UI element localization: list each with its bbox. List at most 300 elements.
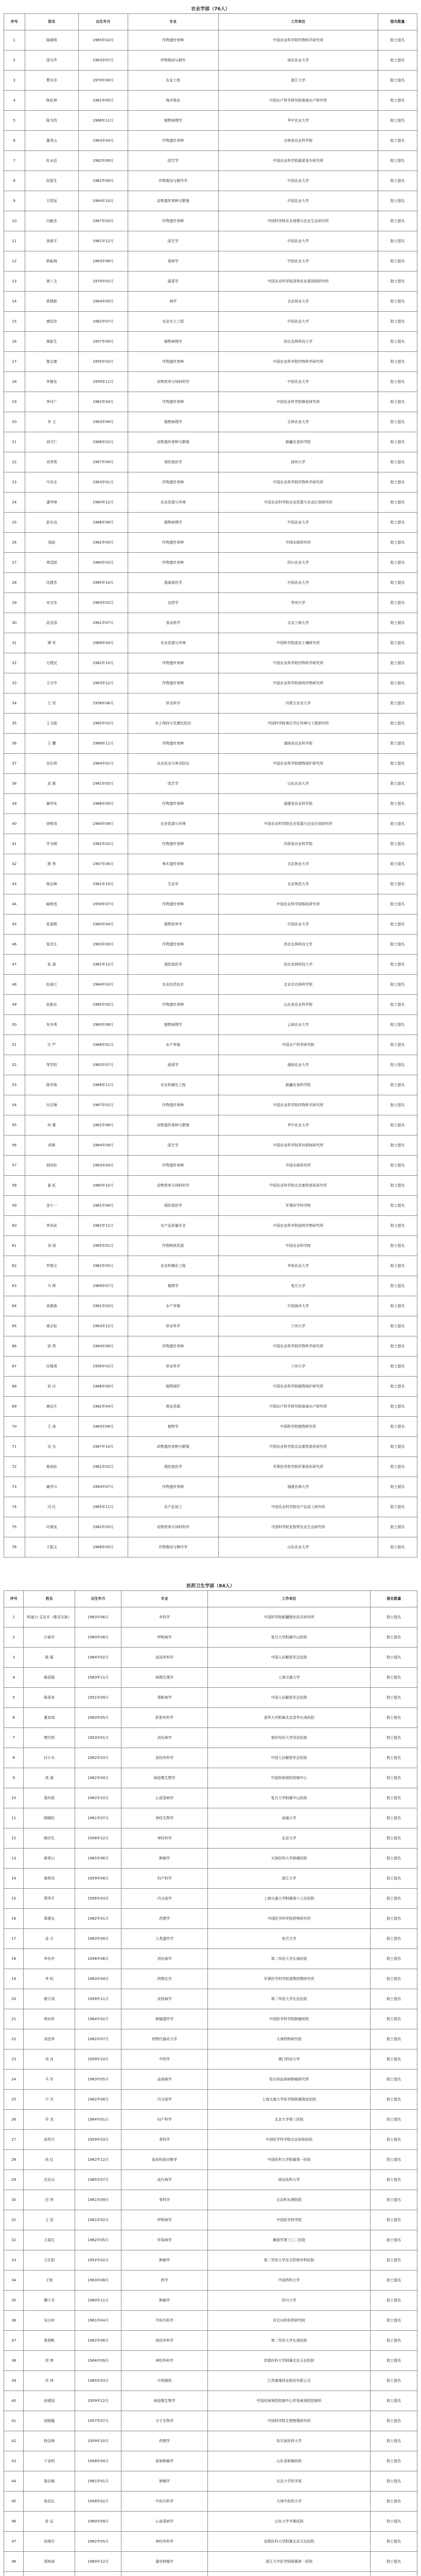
cell-nomination: 院士提名 [378, 30, 417, 50]
cell-unit: 中国农业科学院作物科学研究所 [218, 30, 378, 50]
cell-nomination: 院士提名 [378, 673, 417, 693]
cell-major: 植物营养学 [128, 914, 218, 935]
cell-nomination: 院士提名 [378, 1357, 417, 1377]
table-row [4, 1035, 417, 1055]
cell-index: 66 [4, 1336, 25, 1357]
cell-name: 闫 红 [25, 1497, 79, 1517]
cell-name: 宋宝安 [25, 593, 79, 613]
cell-name: 项 坤 [24, 2351, 75, 2371]
cell-name: 黄荷凤 [24, 1869, 75, 1889]
cell-index: 73 [4, 1477, 25, 1497]
cell-name: 冯献忠 [25, 211, 79, 231]
cell-nomination: 院士提名 [378, 91, 417, 111]
cell-major: 作物遗传育种 [128, 553, 218, 573]
cell-index: 52 [4, 1055, 25, 1075]
header-major: 专业 [128, 14, 218, 30]
cell-name: 顾晓松 [24, 1808, 75, 1828]
cell-birth: 1964年06月 [79, 1336, 128, 1357]
cell-birth: 1960年03月 [79, 553, 128, 573]
cell-nomination: 院士提名 [378, 1417, 417, 1437]
cell-birth: 1963年08月 [75, 2270, 121, 2291]
table-row [4, 633, 417, 653]
table-row [4, 1477, 417, 1497]
table-row [4, 1648, 417, 1668]
cell-index: 18 [4, 372, 25, 392]
cell-unit: 北京师范大学 [218, 874, 378, 894]
table-row [4, 1768, 417, 1788]
cell-name: 薛 勇 [25, 854, 79, 874]
cell-major: 内分泌学 [121, 2090, 207, 2110]
cell-nomination: 院士提名 [371, 2029, 417, 2049]
cell-index: 12 [4, 1828, 24, 1849]
cell-birth: 1958年11月 [75, 1989, 121, 2009]
cell-index: 48 [4, 975, 25, 995]
cell-birth: 1970年08月 [79, 71, 128, 91]
cell-major: 药理学 [121, 2431, 207, 2451]
cell-birth: 1966年09月 [79, 1377, 128, 1397]
table-row [4, 1156, 417, 1176]
table-row [4, 854, 417, 874]
cell-birth: 1963年04月 [75, 1969, 121, 1989]
cell-nomination: 院士提名 [371, 2512, 417, 2532]
cell-major: 草业科学 [128, 1357, 218, 1377]
cell-nomination: 院士提名 [378, 231, 417, 251]
cell-nomination: 院士提名 [378, 432, 417, 452]
cell-unit: 中国药科大学 [207, 2270, 371, 2291]
cell-major: 农产品加工 [128, 1497, 218, 1517]
cell-unit: 军事医学科学院 [218, 1196, 378, 1216]
cell-index: 34 [4, 693, 25, 714]
cell-major: 人类遗传学 [121, 1929, 207, 1949]
table-row [4, 1136, 417, 1156]
cell-nomination: 院士提名 [378, 613, 417, 633]
cell-birth: 1965年03月 [75, 2371, 121, 2391]
cell-unit: 山东农业大学 [218, 774, 378, 794]
cell-birth: 1966年05月 [79, 1537, 128, 1557]
cell-major: 动物营养与饲料科学 [128, 1176, 218, 1196]
table-row [4, 1788, 417, 1808]
cell-major: 外科学 [121, 1607, 207, 1628]
cell-unit: 中国农业大学 [218, 191, 378, 211]
cell-index: 58 [4, 1176, 25, 1196]
cell-major: 植物学 [128, 1276, 218, 1296]
cell-index: 46 [4, 2512, 24, 2532]
cell-index: 59 [4, 1196, 25, 1216]
cell-unit: 江苏康缘药业股份有限公司 [207, 2371, 371, 2391]
cell-nomination: 院士提名 [378, 774, 417, 794]
cell-nomination: 院士提名 [378, 1336, 417, 1357]
cell-name: 陈学庚 [25, 1075, 79, 1095]
cell-birth: 1959年10月 [75, 2431, 121, 2451]
cell-unit: 北京林业大学 [218, 854, 378, 874]
cell-unit: 中国农业科学院农产品加工研究所 [218, 1497, 378, 1517]
cell-major: 中药学 [121, 2049, 207, 2070]
cell-major: 病理生理学 [121, 1668, 207, 1688]
table-row [4, 1377, 417, 1397]
cell-nomination: 院士提名 [371, 1849, 417, 1869]
cell-unit: 中国水稻研究所 [218, 533, 378, 553]
cell-name: 邱贵兴 [24, 2130, 75, 2150]
cell-index: 29 [4, 593, 25, 613]
cell-index: 4 [4, 1668, 24, 1688]
cell-major: 林学 [128, 292, 218, 312]
table-row [4, 2311, 417, 2331]
cell-nomination: 院士提名 [371, 1869, 417, 1889]
cell-name: 张 涌 [25, 955, 79, 975]
cell-unit: 中国医科大学附属第一医院 [207, 2150, 371, 2170]
cell-unit: 军事医学科学院军事兽医研究所 [218, 1457, 378, 1477]
table-row [4, 292, 417, 312]
cell-birth: 1964年09月 [79, 1136, 128, 1156]
cell-name: 李付广 [25, 392, 79, 412]
cell-nomination: 院士提名 [371, 2451, 417, 2471]
cell-unit: 北京大学第三医院 [207, 2110, 371, 2130]
cell-unit: 中国农业大学 [218, 914, 378, 935]
cell-major: 园艺学 [128, 1136, 218, 1156]
cell-major: 临床检验诊断学 [121, 2150, 207, 2170]
cell-major: 动物遗传育种与繁殖 [128, 1437, 218, 1457]
cell-unit: 北京积水潭医院 [207, 2190, 371, 2210]
table-row [4, 1336, 417, 1357]
cell-name: 王锐 [24, 2270, 75, 2291]
cell-index: 22 [4, 2029, 24, 2049]
cell-name: 万建民 [25, 653, 79, 673]
cell-index: 65 [4, 1316, 25, 1336]
cell-unit: 天津药物研究院 [207, 2029, 371, 2049]
cell-unit: 中国农业科学院棉花研究所 [218, 392, 378, 412]
cell-major: 心血管病学 [121, 1788, 207, 1808]
cell-major: 农业信息技术 [128, 975, 218, 995]
header-nomination: 提名数量 [371, 1591, 417, 1607]
cell-nomination: 院士提名 [378, 1276, 417, 1296]
cell-nomination: 院士提名 [378, 111, 417, 131]
cell-unit: 首都医科大学附属北京天坛医院 [207, 2351, 371, 2371]
cell-nomination: 院士提名 [371, 2431, 417, 2451]
cell-nomination: 院士提名 [378, 955, 417, 975]
cell-name: 陈香美 [24, 1688, 75, 1708]
cell-birth: 1963年12月 [79, 673, 128, 693]
cell-name: 吴 杰 [25, 1437, 79, 1457]
cell-unit: 清华大学附属北京清华长庚医院 [207, 1708, 371, 1728]
cell-nomination: 院士提名 [378, 854, 417, 874]
cell-name: 段留生 [25, 171, 79, 191]
cell-birth: 1970年01月 [79, 272, 128, 292]
table-medicine [4, 1590, 417, 2576]
cell-name: 刘守仁 [25, 432, 79, 452]
cell-nomination: 院士提名 [371, 1989, 417, 2009]
cell-birth: 1962年05月 [75, 2532, 121, 2552]
cell-major: 药物化学 [121, 1969, 207, 1989]
cell-unit: 中国农业科学院农业资源与农业区划研究所 [218, 814, 378, 834]
cell-nomination: 院士提名 [378, 1477, 417, 1497]
cell-index: 57 [4, 1156, 25, 1176]
cell-birth: 1959年08月 [75, 1869, 121, 1889]
cell-nomination: 院士提名 [371, 2009, 417, 2029]
cell-birth: 1961年09月 [75, 2190, 121, 2210]
cell-nomination: 院士提名 [378, 1176, 417, 1196]
cell-major: 草业科学 [128, 1316, 218, 1336]
cell-name: 郑树森 [24, 2552, 75, 2572]
cell-index: 40 [4, 814, 25, 834]
cell-index: 14 [4, 1869, 24, 1889]
section-title-medicine: 医药卫生学部（84人） [186, 1584, 235, 1589]
cell-unit: 哈尔滨血液病肿瘤研究所 [207, 2070, 371, 2090]
cell-birth: 1959年10月 [75, 2049, 121, 2070]
cell-major: 中医内科学 [121, 2492, 207, 2512]
cell-major: 植物病理学 [128, 412, 218, 432]
cell-unit: 中国科学院生物物理研究所 [207, 2411, 371, 2431]
cell-unit: 北京工商大学 [218, 613, 378, 633]
cell-index: 47 [4, 955, 25, 975]
cell-nomination: 院士提名 [378, 412, 417, 432]
cell-unit: 第二军医大学长海医院 [207, 1949, 371, 1969]
cell-nomination: 院士提名 [371, 2471, 417, 2492]
cell-birth: 1958年06月 [79, 693, 128, 714]
cell-index: 43 [4, 2451, 24, 2471]
cell-birth: 1957年09月 [79, 332, 128, 352]
cell-name: 韩济生 [24, 1828, 75, 1849]
cell-index: 55 [4, 1115, 25, 1136]
cell-major: 消化病学 [121, 1949, 207, 1969]
cell-nomination: 院士提名 [378, 935, 417, 955]
table-agriculture [4, 13, 417, 1557]
cell-nomination: 院士提名 [378, 171, 417, 191]
cell-index: 64 [4, 1296, 25, 1316]
cell-name: 尚 庆 [25, 1377, 79, 1397]
cell-name: 阎锡蕴 [24, 2411, 75, 2431]
cell-index: 8 [4, 1748, 24, 1768]
table-row [4, 1748, 417, 1768]
cell-name: 董家鸿 [24, 1708, 75, 1728]
cell-unit: 中国农业大学 [218, 513, 378, 533]
table-row [4, 1176, 417, 1196]
cell-nomination: 院士提名 [371, 1969, 417, 1989]
cell-birth: 1962年12月 [79, 955, 128, 975]
cell-unit: 吉林农业大学 [218, 412, 378, 432]
cell-major: 肝胆外科学 [121, 1708, 207, 1728]
cell-nomination: 院士提名 [378, 131, 417, 151]
table-row [4, 975, 417, 995]
cell-unit: 第二军医大学长征医院 [207, 1989, 371, 2009]
cell-major: 蔬菜学 [128, 1055, 218, 1075]
cell-name: 罗锡文 [25, 1256, 79, 1276]
cell-unit: 中国科学院植物研究所 [218, 1417, 378, 1437]
cell-name: 赵继宗 [24, 2532, 75, 2552]
table-row [4, 935, 417, 955]
cell-nomination: 院士提名 [371, 2170, 417, 2190]
cell-name: 张改生 [25, 935, 79, 955]
cell-index: 24 [4, 493, 25, 513]
cell-nomination: 院士提名 [378, 914, 417, 935]
cell-unit: 中国农业大学 [218, 372, 378, 392]
cell-major: 农业机械化工程 [128, 1075, 218, 1095]
cell-name: 陈晓明 [25, 30, 79, 50]
cell-index: 20 [4, 412, 25, 432]
cell-birth: 1958年12月 [75, 1828, 121, 1849]
cell-birth: 1967年09月 [79, 452, 128, 472]
cell-name: 陈松林 [25, 91, 79, 111]
cell-nomination: 院士提名 [378, 834, 417, 854]
table-row [4, 2150, 417, 2170]
cell-birth: 1964年01月 [75, 2110, 121, 2130]
cell-unit: 兰州大学 [218, 1316, 378, 1336]
cell-index: 39 [4, 794, 25, 814]
cell-nomination: 院士提名 [378, 472, 417, 493]
cell-nomination: 院士提名 [378, 814, 417, 834]
cell-index: 69 [4, 1397, 25, 1417]
cell-name: 许为钢 [25, 834, 79, 854]
table-row [4, 1628, 417, 1648]
table-row [4, 1969, 417, 1989]
cell-index: 6 [4, 1708, 24, 1728]
cell-birth: 1962年05月 [79, 533, 128, 553]
cell-unit: 中国科学院东北地理与农业生态研究所 [218, 211, 378, 231]
table-row [4, 1497, 417, 1517]
cell-birth: 1963年12月 [79, 1316, 128, 1336]
cell-major: 创伤外科学 [121, 1748, 207, 1768]
cell-nomination: 院士提名 [371, 2190, 417, 2210]
cell-nomination: 院士提名 [378, 1397, 417, 1417]
cell-unit: 中国疾病预防控制中心 [207, 1768, 371, 1788]
cell-major: 动物营养与饲料科学 [128, 372, 218, 392]
cell-nomination: 院士提名 [371, 1668, 417, 1688]
cell-major: 作物遗传育种 [128, 352, 218, 372]
cell-major: 草业科学 [128, 693, 218, 714]
cell-unit: 天津医科大学肿瘤医院 [207, 1849, 371, 1869]
cell-birth: 1969年07月 [79, 1276, 128, 1296]
cell-name: 白春学 [24, 1628, 75, 1648]
cell-unit: 浙江大学 [218, 71, 378, 91]
cell-major: 园艺学 [128, 774, 218, 794]
cell-birth: 1967年06月 [79, 854, 128, 874]
table-row [4, 1236, 417, 1256]
cell-major: 植物病理学 [128, 332, 218, 352]
cell-index: 43 [4, 874, 25, 894]
cell-index: 34 [4, 2270, 24, 2291]
cell-name: 林东昕 [24, 2009, 75, 2029]
cell-index: 29 [4, 2170, 24, 2190]
cell-nomination: 院士提名 [378, 71, 417, 91]
cell-nomination: 院士提名 [378, 1236, 417, 1256]
cell-major: 农业机械化工程 [128, 1256, 218, 1276]
cell-major: 皮肤病学 [121, 1989, 207, 2009]
cell-major: 园艺学 [128, 151, 218, 171]
cell-name: 蒋建东 [24, 1909, 75, 1929]
cell-name: 南志标 [25, 1316, 79, 1336]
cell-birth: 1963年08月 [79, 251, 128, 272]
cell-nomination: 院士提名 [378, 1115, 417, 1136]
cell-index: 72 [4, 1457, 25, 1477]
cell-index: 27 [4, 553, 25, 573]
table-row [4, 1316, 417, 1336]
cell-unit: 中国农业科学院油料作物研究所 [218, 673, 378, 693]
cell-index: 23 [4, 2049, 24, 2070]
cell-nomination: 院士提名 [378, 653, 417, 673]
cell-major: 药理学 [121, 1909, 207, 1929]
cell-birth: 1962年10月 [75, 1788, 121, 1808]
cell-nomination: 院士提名 [378, 292, 417, 312]
cell-birth: 1964年09月 [75, 2351, 121, 2371]
cell-birth: 1963年07月 [79, 1055, 128, 1075]
cell-name: 高俊平 [25, 231, 79, 251]
table-row [4, 1015, 417, 1035]
cell-index: 13 [4, 272, 25, 292]
header-index: 序号 [4, 1591, 24, 1607]
cell-index: 76 [4, 1537, 25, 1557]
cell-nomination: 院士提名 [371, 2110, 417, 2130]
cell-nomination: 院士提名 [378, 693, 417, 714]
cell-name: 肖 伟 [24, 2371, 75, 2391]
cell-birth: 1951年09月 [75, 1688, 121, 1708]
cell-nomination: 院士提名 [378, 794, 417, 814]
cell-nomination: 院士提名 [378, 754, 417, 774]
table-row [4, 1668, 417, 1688]
table-row [4, 2270, 417, 2291]
cell-index: 28 [4, 573, 25, 593]
cell-major: 肿瘤学 [121, 2291, 207, 2311]
cell-major: 泌尿外科学 [121, 1648, 207, 1668]
cell-name: 金 力 [24, 1929, 75, 1949]
cell-index: 41 [4, 2411, 24, 2431]
cell-birth: 1965年05月 [79, 995, 128, 1015]
cell-name: 王福生 [24, 2230, 75, 2250]
cell-nomination: 院士提名 [378, 1216, 417, 1236]
cell-unit: 中国医学科学院肿瘤医院 [207, 2009, 371, 2029]
cell-nomination: 院士提名 [371, 2070, 417, 2090]
section-agriculture [0, 5, 421, 1557]
table-row [4, 1437, 417, 1457]
cell-nomination: 院士提名 [371, 1708, 417, 1728]
cell-birth: 1962年03月 [79, 1517, 128, 1537]
cell-major: 病原微生物学 [121, 1768, 207, 1788]
table-row [4, 2331, 417, 2351]
cell-index: 3 [4, 71, 25, 91]
cell-nomination: 院士提名 [371, 2291, 417, 2311]
cell-unit: 中国农业科学院作物科学研究所 [218, 352, 378, 372]
cell-index: 1 [4, 30, 25, 50]
cell-birth: 1962年04月 [79, 1397, 128, 1417]
cell-major: 中药制药 [121, 2371, 207, 2391]
cell-index: 26 [4, 2110, 24, 2130]
cell-birth: 1960年12月 [79, 493, 128, 513]
table-row [4, 613, 417, 633]
cell-major: 作物栽培与耕作 [128, 50, 218, 71]
cell-birth: 1962年08月 [75, 2090, 121, 2110]
cell-major: 植物病理学 [128, 111, 218, 131]
cell-name: 董英山 [25, 131, 79, 151]
table-row [4, 2471, 417, 2492]
cell-index: 30 [4, 2190, 24, 2210]
cell-birth: 1966年08月 [79, 513, 128, 533]
cell-nomination: 院士提名 [371, 2331, 417, 2351]
cell-birth: 1960年04月 [79, 914, 128, 935]
cell-major: 内分泌学 [121, 1889, 207, 1909]
cell-unit: 四川大学 [207, 2291, 371, 2311]
cell-birth: 1960年08月 [75, 1628, 121, 1648]
table-row [4, 1607, 417, 1628]
table-row [4, 2029, 417, 2049]
cell-index: 17 [4, 1929, 24, 1949]
cell-name: 马 军 [24, 2070, 75, 2090]
table-row [4, 2210, 417, 2230]
table-row [4, 2411, 417, 2431]
cell-unit: 浙江大学 [207, 1869, 371, 1889]
cell-name: 方智远 [25, 191, 79, 211]
cell-index: 7 [4, 151, 25, 171]
cell-birth: 1960年09月 [75, 2512, 121, 2532]
cell-name: 田 伟 [24, 2190, 75, 2210]
cell-birth: 1966年09月 [79, 794, 128, 814]
